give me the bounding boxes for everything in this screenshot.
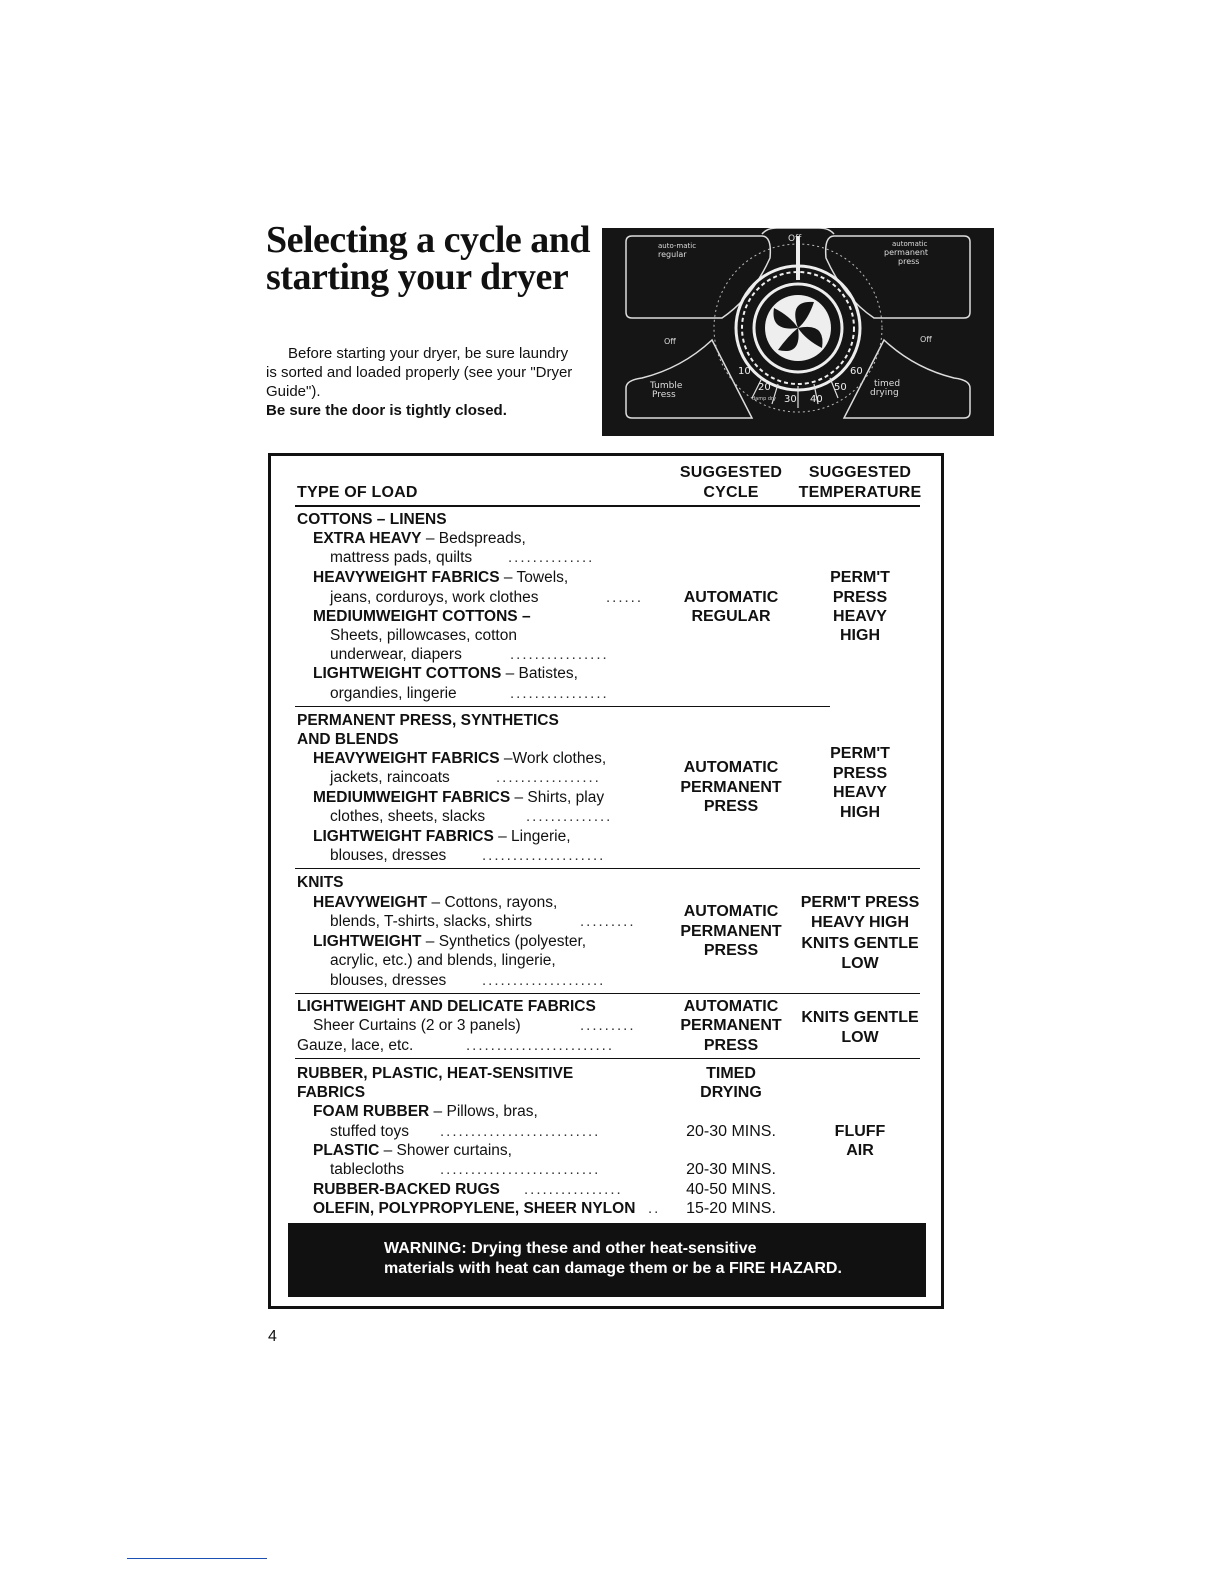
dial-label-damp-dry: damp dry — [752, 396, 777, 402]
section-heading-perm-2: AND BLENDS — [297, 731, 399, 748]
footer-rule — [127, 1558, 267, 1559]
rubber-time-4: 15-20 MINS. — [686, 1200, 776, 1217]
cottons-temp-4: HIGH — [840, 627, 880, 644]
header-suggested-cycle-2: CYCLE — [703, 484, 759, 501]
header-type-of-load: TYPE OF LOAD — [297, 484, 418, 501]
delicate-cycle-1: AUTOMATIC — [683, 998, 779, 1015]
dial-number-50: 50 — [834, 382, 847, 393]
panel-label-auto: auto-matic — [658, 242, 697, 250]
rubber-time-2: 20-30 MINS. — [686, 1161, 776, 1178]
delicate-temp-1: KNITS GENTLE — [801, 1009, 919, 1026]
rubber-temp-2: AIR — [846, 1142, 874, 1159]
rubber-row: OLEFIN, POLYPROPYLENE, SHEER NYLON — [313, 1200, 636, 1217]
delicate-row: Gauze, lace, etc. — [297, 1037, 414, 1054]
panel-label-off-left: Off — [664, 337, 676, 346]
cottons-row: LIGHTWEIGHT COTTONS – Batistes, — [313, 665, 578, 682]
perm-cycle-3: PRESS — [703, 798, 759, 815]
panel-label-regular: regular — [658, 250, 687, 259]
perm-row: MEDIUMWEIGHT FABRICS – Shirts, play — [313, 789, 605, 806]
perm-temp-1: PERM'T — [830, 745, 890, 762]
header-suggested-cycle-1: SUGGESTED — [679, 464, 783, 481]
section-rule — [295, 706, 830, 707]
perm-row: clothes, sheets, slacks — [330, 808, 486, 825]
cottons-row: MEDIUMWEIGHT COTTONS – — [313, 608, 531, 625]
knits-cycle-3: PRESS — [703, 942, 759, 959]
perm-row: blouses, dresses — [330, 847, 447, 864]
leader-dots: .................... — [482, 847, 606, 864]
delicate-cycle-2: PERMANENT — [680, 1017, 782, 1034]
dryer-dial-illustration — [602, 228, 994, 436]
rubber-row: tablecloths — [330, 1161, 405, 1178]
delicate-temp-2: LOW — [841, 1029, 879, 1046]
perm-temp-4: HIGH — [840, 804, 880, 821]
cottons-row: EXTRA HEAVY – Bedspreads, — [313, 530, 526, 547]
leader-dots: ......... — [580, 913, 636, 930]
knits-cycle-2: PERMANENT — [680, 923, 782, 940]
cottons-row: mattress pads, quilts — [330, 549, 473, 566]
page-title: Selecting a cycle and starting your dryer — [266, 219, 591, 298]
delicate-row: Sheer Curtains (2 or 3 panels) — [313, 1017, 521, 1034]
rubber-cycle-1: TIMED — [706, 1065, 756, 1082]
section-heading-delicate: LIGHTWEIGHT AND DELICATE FABRICS — [297, 998, 596, 1015]
panel-label-press: press — [898, 257, 920, 266]
cottons-row: underwear, diapers — [330, 646, 462, 663]
leader-dots: .............. — [508, 549, 595, 566]
cottons-temp-3: HEAVY — [833, 608, 887, 625]
knits-temp-3: KNITS GENTLE — [801, 935, 919, 952]
cottons-row: Sheets, pillowcases, cotton — [330, 627, 517, 644]
intro-text: Before starting your dryer, be sure laundry is sorted and loaded properly (see your "Dryer Guide"). — [266, 345, 573, 400]
cottons-row: HEAVYWEIGHT FABRICS – Towels, — [313, 569, 569, 586]
rubber-cycle-2: DRYING — [700, 1084, 762, 1101]
section-heading-rubber-2: FABRICS — [297, 1084, 366, 1101]
panel-label-off-right: Off — [920, 335, 932, 344]
perm-row: HEAVYWEIGHT FABRICS –Work clothes, — [313, 750, 607, 767]
knits-row: LIGHTWEIGHT – Synthetics (polyester, — [313, 933, 587, 950]
panel-label-tumble-press: Press — [652, 390, 676, 400]
cottons-cycle-2: REGULAR — [691, 608, 771, 625]
leader-dots: .. — [648, 1200, 661, 1217]
header-rule — [295, 505, 920, 507]
leader-dots: .............. — [526, 808, 613, 825]
intro-paragraph — [266, 344, 576, 420]
panel-label-permanent: permanent — [884, 248, 929, 257]
panel-label-drying: drying — [870, 388, 899, 398]
fire-hazard-warning — [288, 1223, 926, 1297]
cottons-cycle-1: AUTOMATIC — [683, 589, 779, 606]
rubber-time-1: 20-30 MINS. — [686, 1123, 776, 1140]
section-rule — [295, 993, 920, 994]
warning-line-2: materials with heat can damage them or be a FIRE HAZARD. — [384, 1260, 842, 1277]
leader-dots: ...... — [606, 589, 644, 606]
dial-number-60: 60 — [850, 366, 863, 377]
cottons-temp-1: PERM'T — [830, 569, 890, 586]
panel-label-off-top: Off — [788, 234, 802, 244]
rubber-row: stuffed toys — [330, 1123, 409, 1140]
leader-dots: .................... — [482, 972, 606, 989]
cottons-row: organdies, lingerie — [330, 685, 457, 702]
dial-number-10: 10 — [738, 366, 751, 377]
rubber-temp-1: FLUFF — [834, 1123, 886, 1140]
leader-dots: ................ — [524, 1181, 623, 1198]
rubber-row: RUBBER-BACKED RUGS — [313, 1181, 500, 1198]
panel-label-timed: timed — [874, 379, 901, 389]
perm-row: jackets, raincoats — [330, 769, 450, 786]
section-heading-knits: KNITS — [297, 874, 344, 891]
page-number: 4 — [268, 1328, 277, 1345]
panel-label-automatic: automatic — [892, 240, 928, 248]
header-suggested-temp-1: SUGGESTED — [808, 464, 912, 481]
cottons-temp-2: PRESS — [832, 589, 888, 606]
cottons-row: jeans, corduroys, work clothes — [330, 589, 539, 606]
knits-row: acrylic, etc.) and blends, lingerie, — [330, 952, 556, 969]
dial-number-30: 30 — [784, 394, 797, 405]
knits-row: HEAVYWEIGHT – Cottons, rayons, — [313, 894, 558, 911]
intro-warning: Be sure the door is tightly closed. — [266, 402, 507, 419]
perm-temp-2: PRESS — [832, 765, 888, 782]
delicate-cycle-3: PRESS — [703, 1037, 759, 1054]
section-heading-rubber-1: RUBBER, PLASTIC, HEAT-SENSITIVE — [297, 1065, 574, 1082]
panel-label-tumble: Tumble — [650, 381, 683, 391]
rubber-time-3: 40-50 MINS. — [686, 1181, 776, 1198]
knits-row: blouses, dresses — [330, 972, 447, 989]
knits-temp-2: HEAVY HIGH — [810, 914, 910, 931]
leader-dots: .......................... — [440, 1161, 601, 1178]
leader-dots: ................ — [510, 646, 609, 663]
perm-row: LIGHTWEIGHT FABRICS – Lingerie, — [313, 828, 571, 845]
perm-temp-3: HEAVY — [833, 784, 887, 801]
knits-cycle-1: AUTOMATIC — [683, 903, 779, 920]
knits-temp-4: LOW — [841, 955, 879, 972]
section-heading-perm-1: PERMANENT PRESS, SYNTHETICS — [297, 712, 559, 729]
header-suggested-temp-2: TEMPERATURE — [798, 484, 922, 501]
section-rule — [295, 1058, 920, 1059]
section-heading-cottons: COTTONS – LINENS — [297, 511, 447, 528]
section-rule — [295, 868, 920, 869]
rubber-row: PLASTIC – Shower curtains, — [313, 1142, 512, 1159]
leader-dots: ......... — [580, 1017, 636, 1034]
leader-dots: ........................ — [466, 1037, 615, 1054]
dial-number-40: 40 — [810, 394, 823, 405]
warning-line-1: WARNING: Drying these and other heat-sensitive — [384, 1240, 757, 1257]
perm-cycle-2: PERMANENT — [680, 779, 782, 796]
knits-temp-1: PERM'T PRESS — [800, 894, 920, 911]
rubber-row: FOAM RUBBER – Pillows, bras, — [313, 1103, 538, 1120]
dial-number-20: 20 — [758, 382, 771, 393]
leader-dots: ................ — [510, 685, 609, 702]
perm-cycle-1: AUTOMATIC — [683, 759, 779, 776]
leader-dots: .......................... — [440, 1123, 601, 1140]
leader-dots: ................. — [496, 769, 601, 786]
dryer-control-panel-image — [602, 228, 994, 436]
knits-row: blends, T-shirts, slacks, shirts — [330, 913, 533, 930]
